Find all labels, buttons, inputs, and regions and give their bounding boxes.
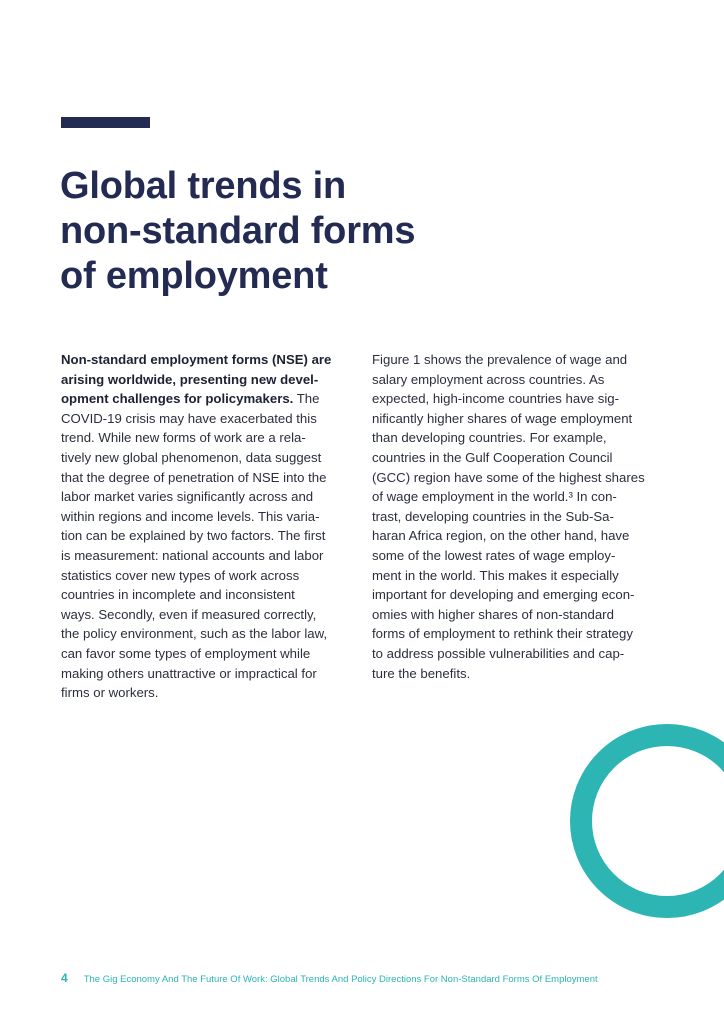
lead-bold-line: arising worldwide, presenting new devel- [61,371,319,387]
body-line: the policy environment, such as the labor law, [61,626,328,642]
lead-normal-fragment: The [293,391,320,407]
body-line: tively new global phenomenon, data suggest [61,449,322,465]
body-line: salary employment across countries. As [372,371,605,387]
section-title: Global Trends And Policy Directions For Non-Standard Forms Of Employment [267,974,598,985]
body-line: trast, developing countries in the Sub-Sa- [372,508,614,524]
title-accent-bar [61,117,150,128]
left-text-column [61,350,353,703]
title-line: of employment [60,255,328,297]
body-line: statistics cover new types of work across [61,567,300,583]
body-line: trend. While new forms of work are a rela- [61,430,306,446]
body-line: important for developing and emerging econ- [372,587,635,603]
body-line: omies with higher shares of non-standard [372,606,614,622]
title-line: non-standard forms [60,210,416,252]
body-line: within regions and income levels. This varia- [61,508,320,524]
body-line: (GCC) region have some of the highest shares [372,469,645,485]
body-line: to address possible vulnerabilities and cap- [372,645,625,661]
body-line: expected, high-income countries have sig- [372,391,620,407]
body-line: forms of employment to rethink their strategy [372,626,633,642]
body-line: can favor some types of employment while [61,645,311,661]
ring-circle [581,735,724,907]
page-footer [61,971,598,985]
lead-mixed-line [61,389,353,409]
body-line: than developing countries. For example, [372,430,607,446]
body-line: ture the benefits. [372,665,471,681]
body-line: countries in incomplete and inconsistent [61,587,295,603]
body-line: ment in the world. This makes it especially [372,567,619,583]
body-line: making others unattractive or impractical for [61,665,317,681]
body-line: nificantly higher shares of wage employment [372,410,633,426]
body-line: that the degree of penetration of NSE into the [61,469,327,485]
lead-bold-line: Non-standard employment forms (NSE) are [61,352,332,367]
body-line: some of the lowest rates of wage employ- [372,547,616,563]
body-line: countries in the Gulf Cooperation Council [372,449,613,465]
lead-bold-fragment: opment challenges for policymakers. [61,391,294,407]
body-line: is measurement: national accounts and labor [61,547,324,563]
page-title [60,164,415,299]
body-line: Figure 1 shows the prevalence of wage and [372,352,628,367]
right-text-column [372,350,664,683]
page-number: 4 [61,971,68,985]
body-line: firms or workers. [61,685,159,701]
publication-title: The Gig Economy And The Future Of Work: [83,974,268,985]
body-line: haran Africa region, on the other hand, have [372,528,630,544]
body-line: COVID-19 crisis may have exacerbated this [61,410,317,426]
body-line: ways. Secondly, even if measured correctly, [61,606,317,622]
decorative-teal-ring [566,721,724,921]
body-line: tion can be explained by two factors. The first [61,528,326,544]
body-line: of wage employment in the world.³ In con- [372,489,617,505]
body-line: labor market varies significantly across and [61,489,314,505]
title-line: Global trends in [60,165,347,207]
